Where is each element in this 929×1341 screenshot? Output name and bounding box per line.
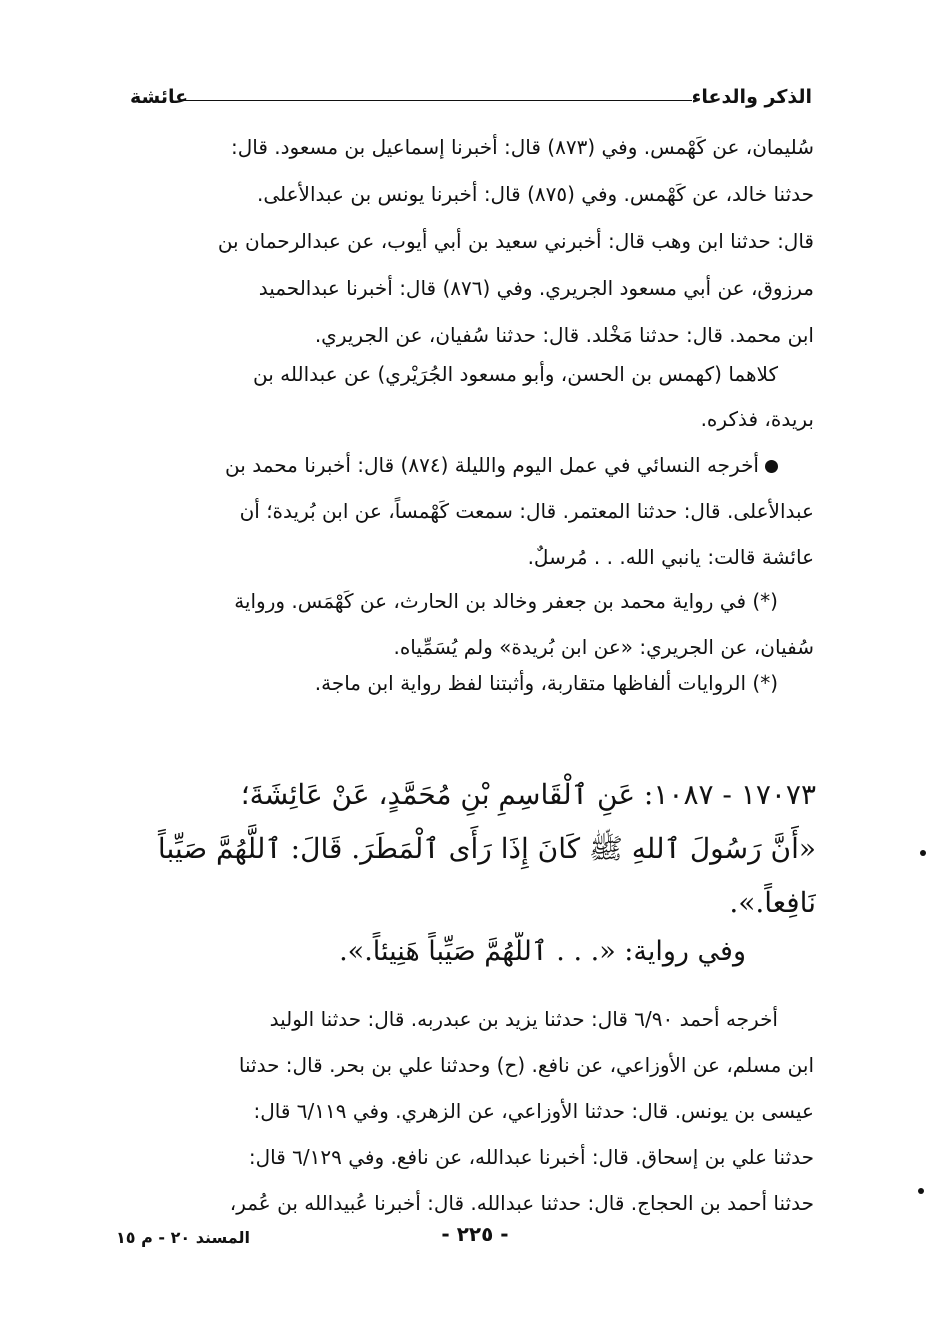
variant-narration: [126, 932, 746, 972]
text-line: عائشة قالت: يانبي الله. . . مُرسلٌ.: [527, 545, 814, 569]
text-line: سُليمان، عن كَهْمس. وفي (٨٧٣) قال: أخبرنا إسماعيل بن مسعود. قال:: [230, 135, 814, 159]
bullet-icon: [765, 460, 778, 473]
chapter-title: الذكر والدعاء: [691, 86, 812, 108]
hadith-text: [126, 768, 816, 930]
text-line: ١٧٠٧٣ - ١٠٨٧: عَنِ ٱلْقَاسِمِ بْنِ مُحَمَّدٍ، عَنْ عَائِشَةَ؛: [240, 778, 816, 811]
text-line: «أَنَّ رَسُولَ ٱللهِ ﷺ كَانَ إِذَا رَأَى ٱلْمَطَرَ. قَالَ: ٱللَّهُمَّ صَيِّباً: [157, 832, 816, 865]
text-line: أخرجه أحمد ٦/٩٠ قال: حدثنا يزيد بن عبدربه. قال: حدثنا الوليد: [269, 1007, 778, 1031]
text-line: بريدة، فذكره.: [700, 407, 814, 431]
page-number: - ٢٢٥ -: [441, 1222, 509, 1246]
sources-paragraph: [126, 124, 814, 359]
text-line: نَافِعاً.».: [729, 886, 816, 919]
text-line: (*) الروايات ألفاظها متقاربة، وأثبتنا لفظ رواية ابن ماجة.: [314, 671, 778, 695]
text-line: ابن محمد. قال: حدثنا مَخْلد. قال: حدثنا سُفيان، عن الجريري.: [314, 323, 814, 347]
text-line: وفي رواية: «. . . ٱللَّهُمَّ صَيِّباً هَنِيئاً.».: [339, 936, 746, 967]
header-rule: [184, 100, 692, 101]
text-line: (*) في رواية محمد بن جعفر وخالد بن الحارث، عن كَهْمَس. ورواية: [234, 589, 778, 613]
text-line: ابن مسلم، عن الأوزاعي، عن نافع. (ح) وحدثنا علي بن بحر. قال: حدثنا: [238, 1053, 814, 1077]
text-line: حدثنا علي بن إسحاق. قال: أخبرنا عبدالله، عن نافع. وفي ٦/١٢٩ قال:: [248, 1145, 814, 1169]
text-line: حدثنا أحمد بن الحجاج. قال: حدثنا عبدالله. قال: أخبرنا عُبيدالله بن عُمر،: [229, 1191, 814, 1215]
ahmad-sources-paragraph: [126, 996, 814, 1226]
text-line: قال: حدثنا ابن وهب قال: أخبرني سعيد بن أبي أيوب، عن عبدالرحمان بن: [217, 229, 814, 253]
text-line: عيسى بن يونس. قال: حدثنا الأوزاعي، عن الزهري. وفي ٦/١١٩ قال:: [253, 1099, 814, 1123]
text-line: حدثنا خالد، عن كَهْمس. وفي (٨٧٥) قال: أخبرنا يونس بن عبدالأعلى.: [256, 182, 814, 206]
footnote-1: [126, 578, 814, 670]
text-line: مرزوق، عن أبي مسعود الجريري. وفي (٨٧٦) قال: أخبرنا عبدالحميد: [258, 276, 814, 300]
margin-dot: [918, 1188, 924, 1194]
running-header: [130, 86, 812, 114]
footnote-2: [126, 668, 814, 698]
text-line: عبدالأعلى. قال: حدثنا المعتمر. قال: سمعت كَهْمساً، عن ابن بُريدة؛ أن: [239, 499, 814, 523]
margin-dot: [920, 850, 926, 856]
text-line: سُفيان، عن الجريري: «عن ابن بُريدة» ولم يُسَمِّياه.: [393, 635, 814, 659]
narrator-title: عائشة: [130, 86, 189, 108]
both-narrators-paragraph: [126, 352, 814, 442]
text-line: [126, 442, 814, 488]
text-line: كلاهما (كهمس بن الحسن، وأبو مسعود الجُرَيْري) عن عبدالله بن: [253, 362, 778, 386]
signature-mark: المسند ٢٠ - م ١٥: [116, 1228, 250, 1247]
text-run: أخرجه النسائي في عمل اليوم والليلة (٨٧٤) قال: أخبرنا محمد بن: [225, 453, 759, 477]
nasai-paragraph: [126, 442, 814, 580]
